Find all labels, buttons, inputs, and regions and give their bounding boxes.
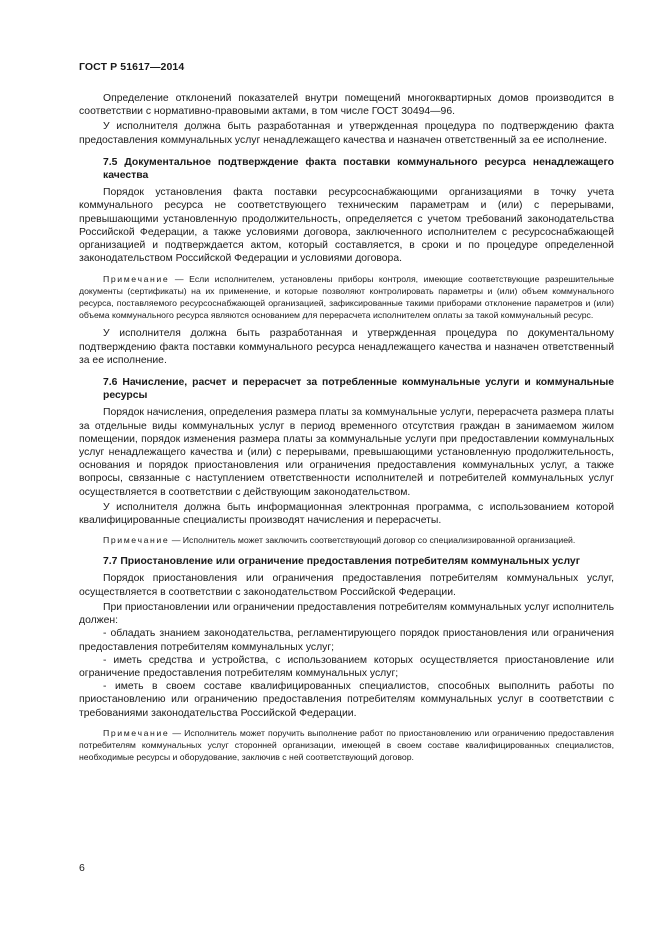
note-text: — Исполнитель может поручить выполнение работ по приостановлению или ограничению предоставления потребителям коммунальных услуг сторонней организации, имеющей в своем составе квалифицированных специалистов, необходимые ресурсы и оборудование, заключив с ней соответствующий договор. bbox=[79, 727, 614, 762]
section-7-6-note bbox=[79, 534, 614, 546]
section-7-7-paragraph-1: Порядок приостановления или ограничения предоставления потребителям коммунальных услуг, осуществляется в соответствии с законодательством Российской Федерации. bbox=[79, 573, 614, 598]
section-7-6-heading: 7.6 Начисление, расчет и перерасчет за потребленные коммунальные услуги и коммунальные ресурсы bbox=[103, 377, 614, 402]
section-7-7-heading: 7.7 Приостановление или ограничение предоставления потребителям коммунальных услуг bbox=[103, 556, 581, 568]
section-7-7-bullet-2: - иметь средства и устройства, с использованием которых осуществляется приостановление или ограничение предоставления потребителям коммунальных услуг; bbox=[79, 654, 614, 679]
section-7-5-paragraph-2: У исполнителя должна быть разработанная и утвержденная процедура по документальному подтверждению факта поставки коммунального ресурса ненадлежащего качества и назначен ответственный за ее исполнение. bbox=[79, 328, 614, 366]
page-number: 6 bbox=[79, 862, 85, 874]
note-text: — Исполнитель может заключить соответствующий договор со специализированной организацией. bbox=[169, 535, 576, 546]
intro-paragraph-1: Определение отклонений показателей внутри помещений многоквартирных домов производится в соответствии с нормативно-правовыми актами, в том числе ГОСТ 30494—96. bbox=[79, 93, 614, 118]
section-7-6-paragraph-1: Порядок начисления, определения размера платы за коммунальные услуги, перерасчета размера платы за отдельные виды коммунальных услуг в период временного отсутствия граждан в занимаемом жилом помещении, порядок изменения размера платы за коммунальные услуги при предоставлении коммунальных услуг ненадлежащего качества и (или) с перерывами, превышающими установленную продолжительность, основания и порядок приостановления или ограничения предоставления коммунальных услуг, а также вопросы, связанные с наступлением ответственности исполнителей и потребителей коммунальных услуг осуществляется в соответствии с действующим законодательством. bbox=[79, 407, 614, 498]
section-7-6-paragraph-2: У исполнителя должна быть информационная электронная программа, с использованием которой квалифицированные специалисты производят начисления и перерасчеты. bbox=[79, 501, 614, 527]
section-7-7-bullet-1: - обладать знанием законодательства, регламентирующего порядок приостановления или ограничения предоставления потребителям коммунальных услуг; bbox=[79, 628, 614, 653]
note-label: Примечание bbox=[103, 727, 170, 738]
note-label: Примечание bbox=[103, 535, 170, 546]
section-7-7-note bbox=[79, 727, 614, 763]
section-7-7-paragraph-2: При приостановлении или ограничении предоставления потребителям коммунальных услуг исполнитель должен: bbox=[79, 601, 614, 627]
section-7-5-heading: 7.5 Документальное подтверждение факта поставки коммунального ресурса ненадлежащего качества bbox=[103, 156, 614, 182]
document-body bbox=[79, 92, 614, 763]
section-7-5-note bbox=[79, 273, 614, 321]
intro-paragraph-2: У исполнителя должна быть разработанная и утвержденная процедура по подтверждению факта предоставления коммунальных услуг ненадлежащего качества и назначен ответственный за ее исполнение. bbox=[79, 121, 614, 146]
section-7-5-paragraph-1: Порядок установления факта поставки ресурсоснабжающими организациями в точку учета коммунального ресурса не соответствующего техническим параметрам и (или) с перерывами, превышающими установленную продолжительность, определяется с учетом требований законодательства Российской Федерации, а также условиями договора, заключенного исполнителем с ресурсоснабжающей организацией и подтверждается актом, который составляется, в сроки и по процедуре определенной законодательством Российской Федерации и условиями договора. bbox=[79, 187, 614, 265]
note-label: Примечание bbox=[103, 274, 170, 285]
document-code: ГОСТ Р 51617—2014 bbox=[79, 61, 185, 73]
note-text: — Если исполнителем, установлены приборы контроля, имеющие соответствующие разрешительные документы (сертификаты) на их применение, и которые позволяют контролировать параметры и (или) объем коммунального ресурса, поставляемого ресурсоснабжающей организацией, зафиксированные такими приборами отклонение параметров и (или) объема коммунального ресурса являются основанием для перерасчета исполнителем оплаты за такой коммунальный ресурс. bbox=[79, 274, 614, 321]
section-7-7-bullet-3: - иметь в своем составе квалифицированных специалистов, способных выполнить работы по приостановлению или ограничению предоставления потребителям коммунальных услуг в соответствии с требованиями законодательства Российской Федерации. bbox=[79, 681, 614, 719]
